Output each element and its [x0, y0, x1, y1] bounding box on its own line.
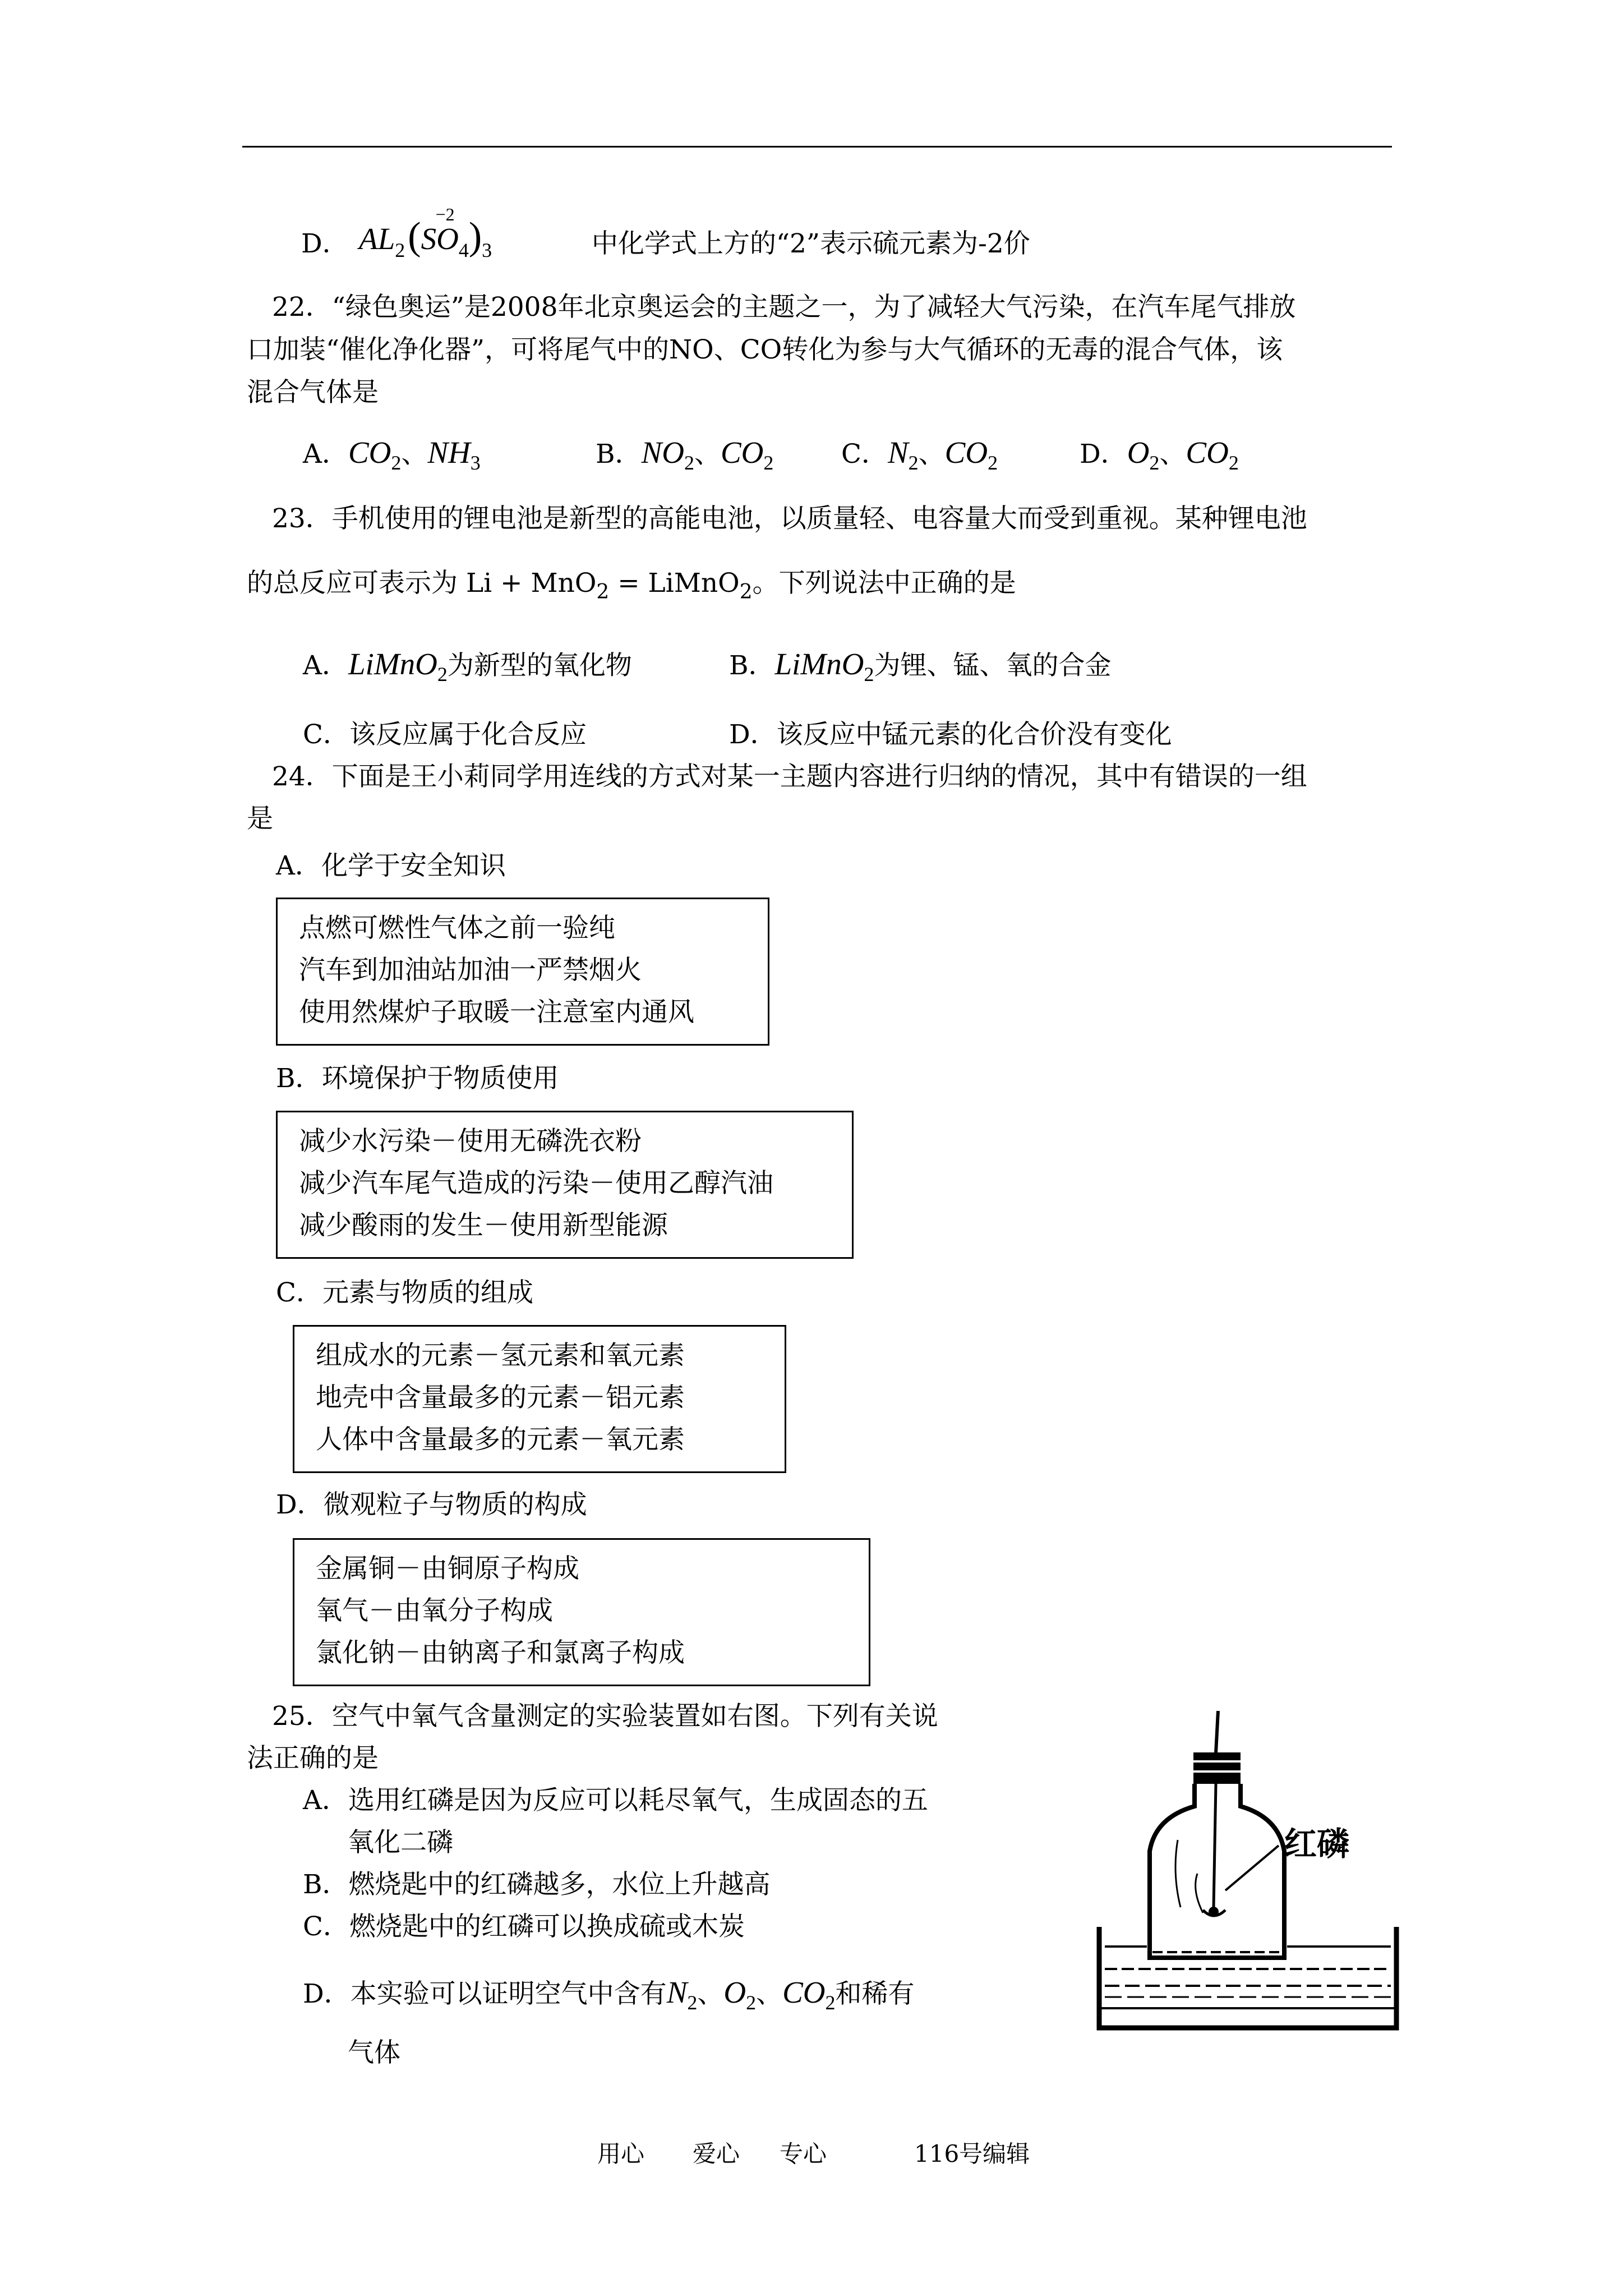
q25-option-a-line2: 氧化二磷	[348, 1827, 453, 1858]
q24d-line2: 氧气－由氧分子构成	[316, 1595, 553, 1626]
q24-group-b-box	[276, 1111, 854, 1259]
q24a-line3: 使用然煤炉子取暖一注意室内通风	[299, 997, 694, 1028]
q24b-line2: 减少汽车尾气造成的污染－使用乙醇汽油	[299, 1168, 773, 1199]
q21-so-sub: 4	[458, 239, 469, 261]
q23-stem-line1: 23．手机使用的锂电池是新型的高能电池，以质量轻、电容量大而受到重视。某种锂电池	[272, 503, 1307, 534]
q25d-f3: CO	[782, 1975, 826, 2009]
q24-group-d-title: D．微观粒子与物质的构成	[276, 1489, 587, 1520]
q23a-label: A．	[303, 650, 348, 681]
q21-formula	[359, 204, 492, 265]
q22b-label: B．	[596, 439, 642, 470]
q22d-sep: 、	[1159, 439, 1186, 470]
q25d-label: D．本实验可以证明空气中含有	[303, 1978, 667, 2009]
apparatus-figure	[1094, 1705, 1408, 2031]
q24-group-a-title: A．化学于安全知识	[276, 850, 506, 881]
q25d-tail: 和稀有	[835, 1978, 915, 2009]
q25d-sep2: 、	[756, 1978, 783, 2009]
q21-so-group	[421, 204, 459, 256]
footer-b: 爱心	[693, 2140, 740, 2168]
footer-a: 用心	[597, 2140, 645, 2168]
q24c-line2: 地壳中含量最多的元素－铝元素	[316, 1382, 685, 1413]
figure-label-red-phosphorus: 红磷	[1284, 1825, 1350, 1863]
q23b-sub: 2	[864, 663, 874, 685]
q23b-formula: LiMnO	[774, 647, 864, 681]
q23-option-c: C．该反应属于化合反应	[303, 719, 587, 750]
q23-s2a: 的总反应可表示为 Li + MnO	[247, 568, 597, 599]
footer-c: 专心	[780, 2140, 827, 2168]
q21-paren-open: (	[408, 215, 421, 258]
q25d-f2: O	[723, 1975, 746, 2009]
q22d-s1: 2	[1149, 452, 1160, 474]
q25d-f1: N	[666, 1975, 688, 2009]
q23a-text: 为新型的氧化物	[447, 650, 632, 681]
q22-option-c	[841, 435, 998, 475]
q22d-s2: 2	[1228, 452, 1239, 474]
q22a-s1: 2	[391, 452, 402, 474]
q25d-sep1: 、	[697, 1978, 724, 2009]
q22-option-b	[596, 435, 773, 475]
q21d-label: D．	[301, 228, 349, 259]
q22a-label: A．	[303, 439, 348, 470]
q21-charge: −2	[435, 204, 455, 224]
q25-stem-line2: 法正确的是	[247, 1743, 379, 1774]
q21-so: SO	[421, 222, 459, 256]
q23-sub1: 2	[596, 581, 610, 604]
q25d-s2: 2	[746, 1991, 757, 2014]
q24c-line1: 组成水的元素－氢元素和氧元素	[316, 1340, 685, 1371]
q24-stem-line1: 24．下面是王小莉同学用连线的方式对某一主题内容进行归纳的情况，其中有错误的一组	[272, 761, 1307, 792]
q24b-line1: 减少水污染－使用无磷洗衣粉	[299, 1126, 642, 1157]
apparatus-drawing	[1094, 1705, 1408, 2031]
q23b-label: B．	[729, 650, 775, 681]
q22c-sep: 、	[918, 439, 945, 470]
q22a-s2: 3	[470, 452, 481, 474]
q23b-text: 为锂、锰、氧的合金	[874, 650, 1112, 681]
q24-group-d-box	[293, 1538, 870, 1686]
q21-al-sub: 2	[395, 239, 405, 261]
q25-option-b: B．燃烧匙中的红磷越多，水位上升越高	[303, 1869, 771, 1900]
q24d-line3: 氯化钠－由钠离子和氯离子构成	[316, 1637, 685, 1668]
q22-option-a	[303, 435, 481, 475]
q22-stem-line2: 口加装“催化净化器”，可将尾气中的NO、CO转化为参与大气循环的无毒的混合气体，该	[247, 334, 1283, 365]
q24-group-c-box	[293, 1325, 786, 1473]
q24-group-b-title: B．环境保护于物质使用	[276, 1063, 559, 1094]
q23-option-b	[729, 646, 1111, 686]
q22c-s2: 2	[988, 452, 998, 474]
q25-stem-line1: 25．空气中氧气含量测定的实验装置如右图。下列有关说	[272, 1701, 938, 1732]
q23-option-d: D．该反应中锰元素的化合价没有变化	[729, 719, 1172, 750]
q24-stem-line2: 是	[247, 803, 273, 834]
q22-option-d	[1080, 435, 1239, 475]
q21-al: AL	[359, 222, 395, 256]
q22-stem-line1: 22．“绿色奥运”是2008年北京奥运会的主题之一，为了减轻大气污染，在汽车尾气排放	[272, 292, 1296, 323]
q24b-line3: 减少酸雨的发生－使用新型能源	[299, 1210, 668, 1241]
q23-sub2: 2	[739, 581, 753, 604]
q22a-f1: CO	[348, 435, 391, 470]
q22d-label: D．	[1080, 439, 1127, 470]
q22c-f1: N	[887, 435, 909, 470]
q21-option-d	[301, 227, 349, 261]
q21-text: 中化学式上方的“2”表示硫元素为-2价	[592, 228, 1030, 259]
q24-group-a-box	[276, 898, 769, 1046]
q21-outer-sub: 3	[482, 239, 492, 261]
q24a-line1: 点燃可燃性气体之前一验纯	[299, 913, 615, 944]
q24-group-c-title: C．元素与物质的组成	[276, 1277, 533, 1308]
q23-s2c: 。下列说法中正确的是	[752, 568, 1016, 599]
q22c-label: C．	[841, 439, 888, 470]
q22c-f2: CO	[944, 435, 988, 470]
q22-stem-line3: 混合气体是	[247, 377, 379, 408]
q24a-line2: 汽车到加油站加油一严禁烟火	[299, 955, 642, 986]
q25d-s3: 2	[825, 1991, 836, 2014]
header-rule	[242, 146, 1392, 148]
q22c-s1: 2	[908, 452, 919, 474]
q21-paren-close: )	[468, 215, 482, 258]
q25-option-d-line2: 气体	[348, 2037, 400, 2068]
q24d-line1: 金属铜－由铜原子构成	[316, 1553, 579, 1584]
q22b-sep: 、	[694, 439, 721, 470]
q23-s2b: = LiMnO	[609, 568, 740, 599]
q23a-formula: LiMnO	[348, 647, 437, 681]
q22b-s2: 2	[763, 452, 774, 474]
q22b-f2: CO	[720, 435, 764, 470]
q22b-f1: NO	[641, 435, 684, 470]
q22b-s1: 2	[684, 452, 694, 474]
q22a-f2: NH	[427, 435, 471, 470]
q22d-f1: O	[1127, 435, 1150, 470]
q25d-s1: 2	[687, 1991, 698, 2014]
q23a-sub: 2	[437, 663, 448, 685]
footer-d: 116号编辑	[914, 2140, 1030, 2168]
q22a-sep: 、	[401, 439, 428, 470]
q25-option-d	[303, 1975, 915, 2014]
q24c-line3: 人体中含量最多的元素－氧元素	[316, 1424, 685, 1455]
q25-option-c: C．燃烧匙中的红磷可以换成硫或木炭	[303, 1911, 745, 1942]
q23-option-a	[303, 646, 632, 686]
q25-option-a-line1: A．选用红磷是因为反应可以耗尽氧气，生成固态的五	[303, 1785, 928, 1816]
q22d-f2: CO	[1186, 435, 1229, 470]
q23-stem-line2	[247, 567, 1016, 609]
